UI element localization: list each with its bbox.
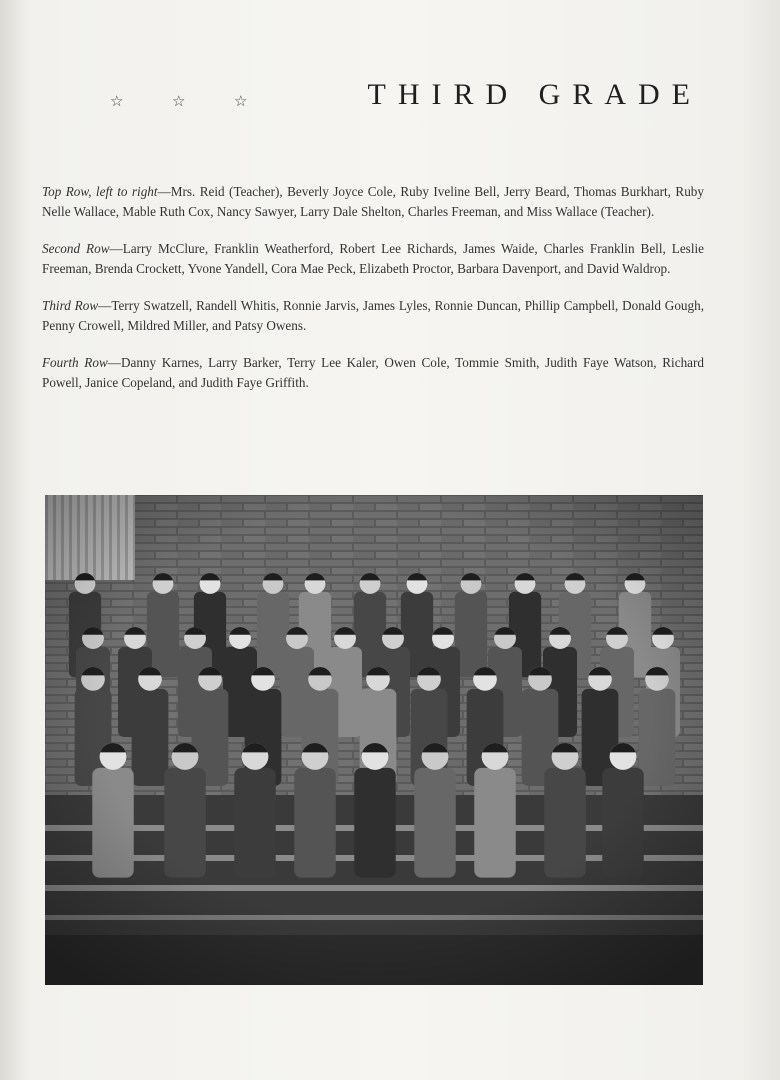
star-icon: ☆	[110, 92, 124, 110]
caption-row-third	[42, 296, 704, 336]
caption-row-second	[42, 239, 704, 279]
class-photo-image	[45, 495, 703, 985]
caption-row-fourth	[42, 353, 704, 393]
separator: —	[157, 184, 171, 199]
row-names: Larry McClure, Franklin Weatherford, Robert Lee Richards, James Waide, Charles Franklin Bell, Leslie Freeman, Brenda Crockett, Yvone Yandell, Cora Mae Peck, Elizabeth Proctor, Barbara Davenport, and David Waldrop.	[42, 241, 704, 276]
class-photo	[45, 495, 703, 985]
caption-text	[42, 182, 704, 410]
row-names: Danny Karnes, Larry Barker, Terry Lee Kaler, Owen Cole, Tommie Smith, Judith Faye Watson, Richard Powell, Janice Copeland, and Judith Faye Griffith.	[42, 355, 705, 390]
page-title: THIRD GRADE	[367, 78, 702, 111]
caption-row-top	[42, 182, 704, 222]
star-ornaments	[110, 92, 260, 112]
row-label: Fourth Row	[42, 355, 108, 370]
star-icon: ☆	[172, 92, 186, 110]
row-label: Third Row	[42, 298, 99, 313]
separator: —	[107, 355, 121, 370]
separator: —	[109, 241, 123, 256]
row-label: Second Row	[42, 241, 110, 256]
star-icon: ☆	[234, 92, 248, 110]
row-names: Terry Swatzell, Randell Whitis, Ronnie Jarvis, James Lyles, Ronnie Duncan, Phillip Campbell, Donald Gough, Penny Crowell, Mildred Miller, and Patsy Owens.	[42, 298, 705, 333]
page-heading	[110, 78, 710, 118]
row-label: Top Row, left to right	[42, 184, 158, 199]
row-names: Mrs. Reid (Teacher), Beverly Joyce Cole, Ruby Iveline Bell, Jerry Beard, Thomas Burkhart, Ruby Nelle Wallace, Mable Ruth Cox, Nancy Sawyer, Larry Dale Shelton, Charles Freeman, and Miss Wallace (Teacher).	[42, 184, 704, 219]
separator: —	[98, 298, 112, 313]
